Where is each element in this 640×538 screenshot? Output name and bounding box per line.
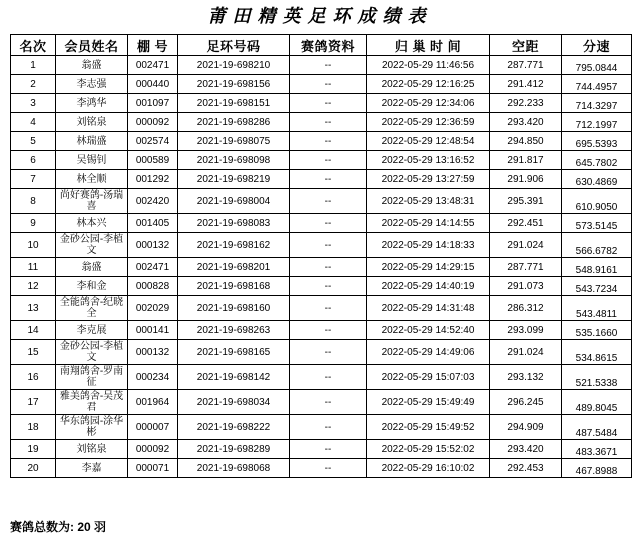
member-name-cell: 李志强 — [56, 75, 128, 94]
info-cell: -- — [290, 277, 367, 296]
header-member-name: 会员姓名 — [56, 35, 128, 56]
member-name-cell: 李和金 — [56, 277, 128, 296]
ring-cell: 2021-19-698168 — [178, 277, 290, 296]
loft-cell: 000132 — [128, 340, 178, 365]
ring-cell: 2021-19-698004 — [178, 189, 290, 214]
info-cell: -- — [290, 56, 367, 75]
header-ring-number: 足环号码 — [178, 35, 290, 56]
speed-cell: 573.5145 — [562, 214, 632, 233]
member-name-cell: 吴锡钊 — [56, 151, 128, 170]
info-cell: -- — [290, 459, 367, 478]
time-cell: 2022-05-29 15:07:03 — [367, 365, 490, 390]
page-title: 莆田精英足环成绩表 — [207, 6, 433, 27]
table-row — [11, 214, 632, 233]
time-cell: 2022-05-29 16:10:02 — [367, 459, 490, 478]
speed-cell: 712.1997 — [562, 113, 632, 132]
time-cell: 2022-05-29 12:16:25 — [367, 75, 490, 94]
ring-cell: 2021-19-698083 — [178, 214, 290, 233]
member-name-cell: 翁盛 — [56, 56, 128, 75]
time-cell: 2022-05-29 15:49:52 — [367, 415, 490, 440]
rank-cell: 2 — [11, 75, 56, 94]
member-name-cell: 林瑞盛 — [56, 132, 128, 151]
distance-cell: 295.391 — [490, 189, 562, 214]
member-name-cell: 李克展 — [56, 321, 128, 340]
loft-cell: 000828 — [128, 277, 178, 296]
member-name-cell: 刘铭泉 — [56, 113, 128, 132]
rank-cell: 8 — [11, 189, 56, 214]
speed-cell: 534.8615 — [562, 340, 632, 365]
time-cell: 2022-05-29 14:49:06 — [367, 340, 490, 365]
table-row — [11, 415, 632, 440]
info-cell: -- — [290, 151, 367, 170]
distance-cell: 291.906 — [490, 170, 562, 189]
ring-cell: 2021-19-698263 — [178, 321, 290, 340]
loft-cell: 002420 — [128, 189, 178, 214]
distance-cell: 291.024 — [490, 233, 562, 258]
time-cell: 2022-05-29 13:48:31 — [367, 189, 490, 214]
loft-cell: 001292 — [128, 170, 178, 189]
member-name-cell: 金砂公园-李植文 — [56, 233, 128, 258]
loft-cell: 000132 — [128, 233, 178, 258]
table-row — [11, 390, 632, 415]
member-name-cell: 林全顺 — [56, 170, 128, 189]
rank-cell: 4 — [11, 113, 56, 132]
info-cell: -- — [290, 296, 367, 321]
info-cell: -- — [290, 113, 367, 132]
speed-cell: 535.1660 — [562, 321, 632, 340]
distance-cell: 296.245 — [490, 390, 562, 415]
speed-cell: 521.5338 — [562, 365, 632, 390]
distance-cell: 293.420 — [490, 440, 562, 459]
total-pigeons-footer: 赛鸽总数为: 20 羽 — [10, 520, 107, 534]
rank-cell: 7 — [11, 170, 56, 189]
table-row — [11, 440, 632, 459]
info-cell: -- — [290, 321, 367, 340]
table-row — [11, 151, 632, 170]
speed-cell: 543.4811 — [562, 296, 632, 321]
distance-cell: 294.850 — [490, 132, 562, 151]
time-cell: 2022-05-29 13:16:52 — [367, 151, 490, 170]
distance-cell: 292.233 — [490, 94, 562, 113]
header-arrival-time: 归 巢 时 间 — [367, 35, 490, 56]
rank-cell: 11 — [11, 258, 56, 277]
ring-cell: 2021-19-698075 — [178, 132, 290, 151]
rank-cell: 19 — [11, 440, 56, 459]
ring-cell: 2021-19-698219 — [178, 170, 290, 189]
speed-cell: 714.3297 — [562, 94, 632, 113]
loft-cell: 000141 — [128, 321, 178, 340]
rank-cell: 12 — [11, 277, 56, 296]
loft-cell: 000092 — [128, 113, 178, 132]
speed-cell: 695.5393 — [562, 132, 632, 151]
member-name-cell: 刘铭泉 — [56, 440, 128, 459]
time-cell: 2022-05-29 14:40:19 — [367, 277, 490, 296]
ring-cell: 2021-19-698151 — [178, 94, 290, 113]
member-name-cell: 雅美鸽舍-吴茂君 — [56, 390, 128, 415]
speed-cell: 744.4957 — [562, 75, 632, 94]
info-cell: -- — [290, 214, 367, 233]
speed-cell: 548.9161 — [562, 258, 632, 277]
distance-cell: 292.451 — [490, 214, 562, 233]
time-cell: 2022-05-29 14:52:40 — [367, 321, 490, 340]
loft-cell: 000440 — [128, 75, 178, 94]
table-row — [11, 132, 632, 151]
info-cell: -- — [290, 233, 367, 258]
distance-cell: 292.453 — [490, 459, 562, 478]
member-name-cell: 尚好赛鸽-汤瑞喜 — [56, 189, 128, 214]
ring-cell: 2021-19-698034 — [178, 390, 290, 415]
distance-cell: 293.099 — [490, 321, 562, 340]
time-cell: 2022-05-29 14:31:48 — [367, 296, 490, 321]
member-name-cell: 华东鸽园-涂华彬 — [56, 415, 128, 440]
rank-cell: 14 — [11, 321, 56, 340]
speed-cell: 795.0844 — [562, 56, 632, 75]
loft-cell: 001964 — [128, 390, 178, 415]
header-pigeon-info: 赛鸽资料 — [290, 35, 367, 56]
table-row — [11, 94, 632, 113]
time-cell: 2022-05-29 11:46:56 — [367, 56, 490, 75]
ring-cell: 2021-19-698165 — [178, 340, 290, 365]
table-row — [11, 296, 632, 321]
loft-cell: 001097 — [128, 94, 178, 113]
rank-cell: 10 — [11, 233, 56, 258]
loft-cell: 001405 — [128, 214, 178, 233]
speed-cell: 489.8045 — [562, 390, 632, 415]
time-cell: 2022-05-29 14:29:15 — [367, 258, 490, 277]
distance-cell: 291.024 — [490, 340, 562, 365]
ring-cell: 2021-19-698210 — [178, 56, 290, 75]
header-loft-number: 棚 号 — [128, 35, 178, 56]
table-row — [11, 365, 632, 390]
ring-cell: 2021-19-698201 — [178, 258, 290, 277]
distance-cell: 287.771 — [490, 258, 562, 277]
rank-cell: 18 — [11, 415, 56, 440]
time-cell: 2022-05-29 12:36:59 — [367, 113, 490, 132]
info-cell: -- — [290, 258, 367, 277]
info-cell: -- — [290, 390, 367, 415]
ring-cell: 2021-19-698156 — [178, 75, 290, 94]
speed-cell: 467.8988 — [562, 459, 632, 478]
speed-cell: 645.7802 — [562, 151, 632, 170]
ring-cell: 2021-19-698142 — [178, 365, 290, 390]
distance-cell: 291.073 — [490, 277, 562, 296]
table-row — [11, 113, 632, 132]
info-cell: -- — [290, 365, 367, 390]
rank-cell: 20 — [11, 459, 56, 478]
speed-cell: 630.4869 — [562, 170, 632, 189]
table-row — [11, 56, 632, 75]
time-cell: 2022-05-29 14:14:55 — [367, 214, 490, 233]
loft-cell: 000007 — [128, 415, 178, 440]
time-cell: 2022-05-29 15:49:49 — [367, 390, 490, 415]
info-cell: -- — [290, 170, 367, 189]
table-row — [11, 277, 632, 296]
rank-cell: 13 — [11, 296, 56, 321]
distance-cell: 291.412 — [490, 75, 562, 94]
rank-cell: 16 — [11, 365, 56, 390]
loft-cell: 002471 — [128, 56, 178, 75]
rank-cell: 1 — [11, 56, 56, 75]
member-name-cell: 南翔鸽舍-罗南征 — [56, 365, 128, 390]
time-cell: 2022-05-29 13:27:59 — [367, 170, 490, 189]
distance-cell: 293.132 — [490, 365, 562, 390]
rank-cell: 17 — [11, 390, 56, 415]
member-name-cell: 全能鸽舍-纪晓全 — [56, 296, 128, 321]
header-rank: 名次 — [11, 35, 56, 56]
distance-cell: 293.420 — [490, 113, 562, 132]
ring-cell: 2021-19-698289 — [178, 440, 290, 459]
speed-cell: 487.5484 — [562, 415, 632, 440]
distance-cell: 286.312 — [490, 296, 562, 321]
rank-cell: 6 — [11, 151, 56, 170]
member-name-cell: 林本兴 — [56, 214, 128, 233]
rank-cell: 9 — [11, 214, 56, 233]
speed-cell: 610.9050 — [562, 189, 632, 214]
ring-cell: 2021-19-698286 — [178, 113, 290, 132]
ring-cell: 2021-19-698162 — [178, 233, 290, 258]
ring-cell: 2021-19-698160 — [178, 296, 290, 321]
header-row — [11, 35, 632, 56]
distance-cell: 287.771 — [490, 56, 562, 75]
time-cell: 2022-05-29 15:52:02 — [367, 440, 490, 459]
table-row — [11, 189, 632, 214]
header-speed: 分速 — [562, 35, 632, 56]
loft-cell: 000071 — [128, 459, 178, 478]
table-row — [11, 233, 632, 258]
info-cell: -- — [290, 132, 367, 151]
loft-cell: 002029 — [128, 296, 178, 321]
table-row — [11, 75, 632, 94]
ring-cell: 2021-19-698098 — [178, 151, 290, 170]
table-row — [11, 340, 632, 365]
info-cell: -- — [290, 75, 367, 94]
info-cell: -- — [290, 94, 367, 113]
info-cell: -- — [290, 440, 367, 459]
loft-cell: 000589 — [128, 151, 178, 170]
ring-cell: 2021-19-698222 — [178, 415, 290, 440]
speed-cell: 566.6782 — [562, 233, 632, 258]
time-cell: 2022-05-29 12:48:54 — [367, 132, 490, 151]
table-row — [11, 170, 632, 189]
rank-cell: 3 — [11, 94, 56, 113]
loft-cell: 002574 — [128, 132, 178, 151]
table-row — [11, 459, 632, 478]
rank-cell: 5 — [11, 132, 56, 151]
table-row — [11, 321, 632, 340]
loft-cell: 000092 — [128, 440, 178, 459]
loft-cell: 002471 — [128, 258, 178, 277]
speed-cell: 543.7234 — [562, 277, 632, 296]
info-cell: -- — [290, 189, 367, 214]
header-distance: 空距 — [490, 35, 562, 56]
info-cell: -- — [290, 415, 367, 440]
time-cell: 2022-05-29 12:34:06 — [367, 94, 490, 113]
results-table — [10, 34, 632, 478]
info-cell: -- — [290, 340, 367, 365]
member-name-cell: 李嘉 — [56, 459, 128, 478]
member-name-cell: 李鸿华 — [56, 94, 128, 113]
loft-cell: 000234 — [128, 365, 178, 390]
member-name-cell: 翁盛 — [56, 258, 128, 277]
results-body — [11, 56, 632, 478]
speed-cell: 483.3671 — [562, 440, 632, 459]
distance-cell: 291.817 — [490, 151, 562, 170]
distance-cell: 294.909 — [490, 415, 562, 440]
rank-cell: 15 — [11, 340, 56, 365]
time-cell: 2022-05-29 14:18:33 — [367, 233, 490, 258]
ring-cell: 2021-19-698068 — [178, 459, 290, 478]
table-row — [11, 258, 632, 277]
member-name-cell: 金砂公园-李植文 — [56, 340, 128, 365]
